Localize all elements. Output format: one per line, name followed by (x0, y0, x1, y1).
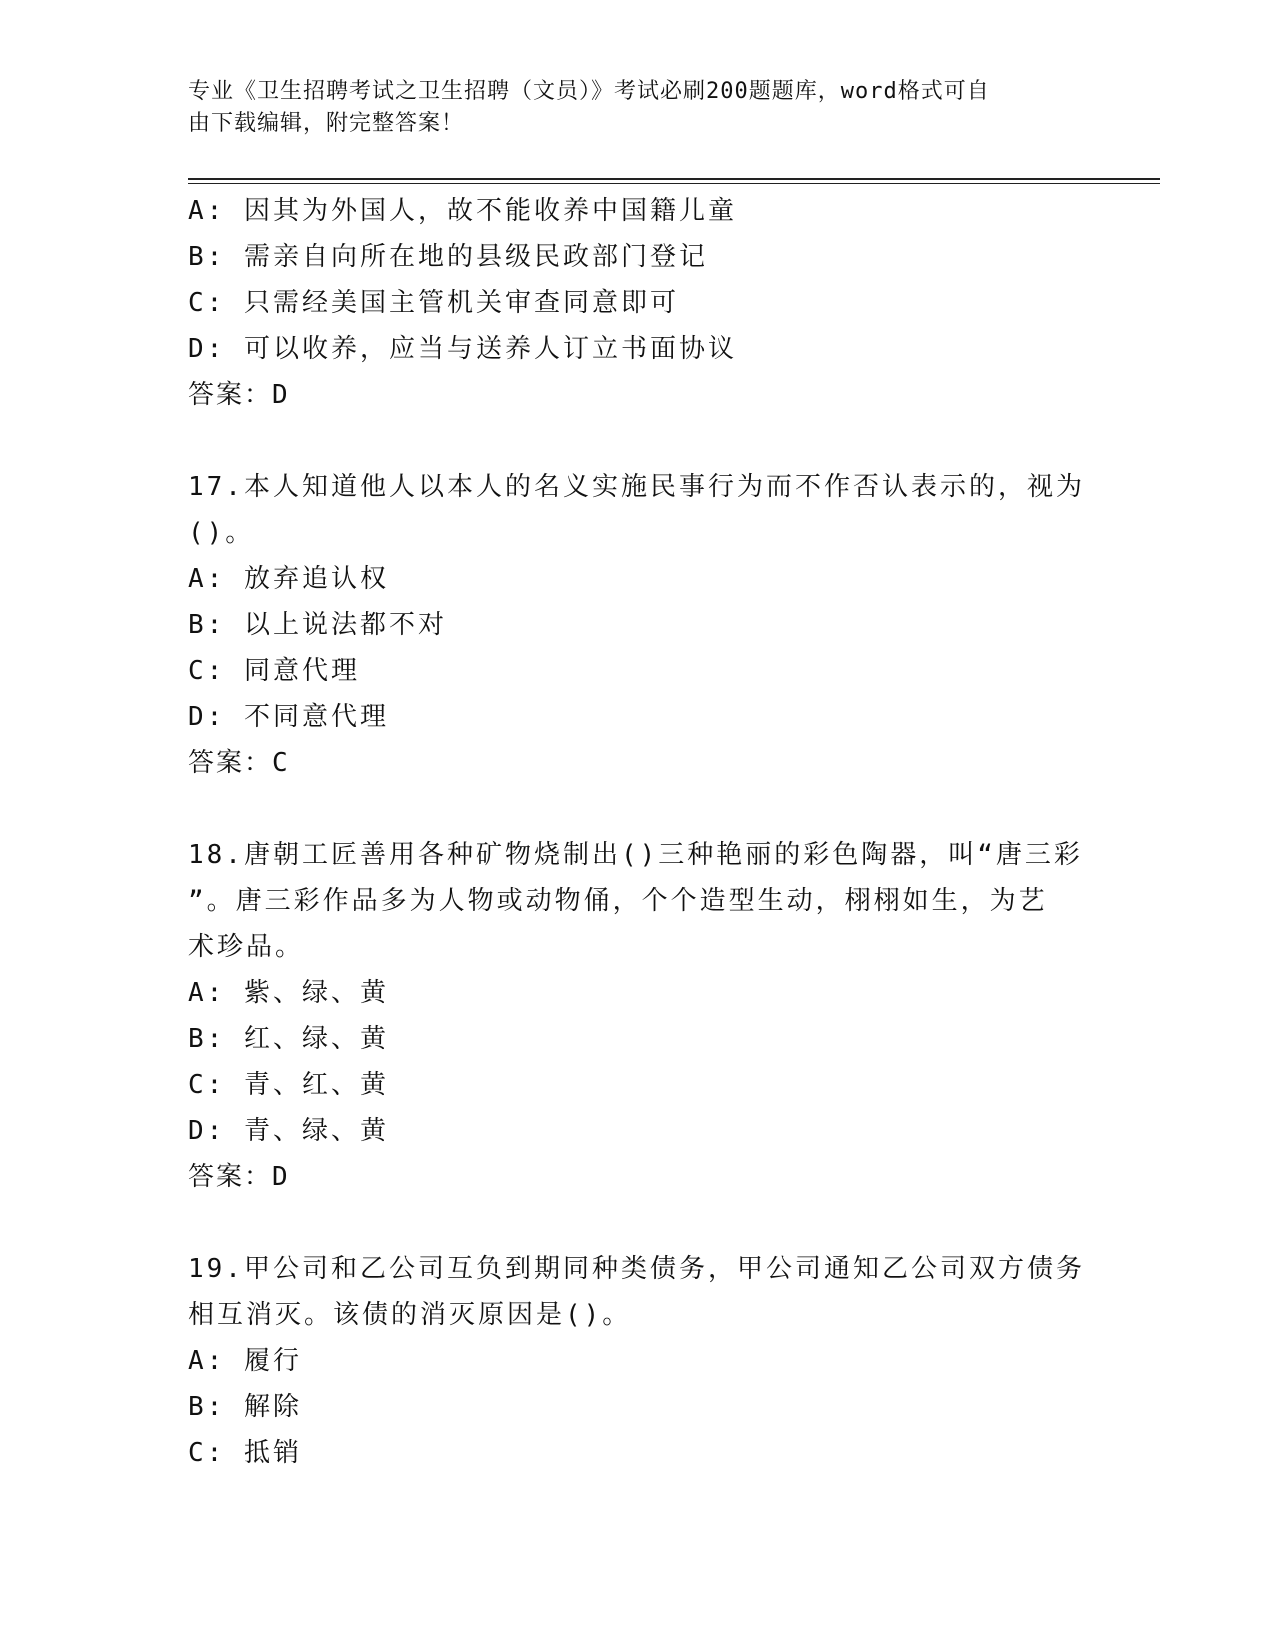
option-b: B: 需亲自向所在地的县级民政部门登记 (188, 242, 708, 272)
header-divider-thin (188, 183, 1160, 184)
option-c: C: 青、红、黄 (188, 1070, 389, 1100)
option-c: C: 只需经美国主管机关审查同意即可 (188, 288, 679, 318)
question-19 (188, 1246, 1088, 1476)
answer: 答案：C (188, 748, 290, 778)
option-c: C: 抵销 (188, 1438, 302, 1468)
question-stem-continued: 术珍品。 (188, 932, 305, 962)
spacer (188, 786, 1088, 832)
option-c: C: 同意代理 (188, 656, 360, 686)
answer: 答案：D (188, 380, 290, 410)
question-stem-continued: ”。唐三彩作品多为人物或动物俑，个个造型生动，栩栩如生，为艺 (188, 886, 1048, 916)
header-line-1: 专业《卫生招聘考试之卫生招聘（文员）》考试必刷200题题库，word格式可自 (188, 79, 990, 104)
question-stem: 17.本人知道他人以本人的名义实施民事行为而不作否认表示的，视为 (188, 472, 1085, 502)
option-a: A: 放弃追认权 (188, 564, 389, 594)
option-b: B: 解除 (188, 1392, 302, 1422)
option-b: B: 以上说法都不对 (188, 610, 447, 640)
spacer (188, 1200, 1088, 1246)
option-d: D: 青、绿、黄 (188, 1116, 389, 1146)
option-b: B: 红、绿、黄 (188, 1024, 389, 1054)
option-a: A: 履行 (188, 1346, 302, 1376)
document-header (188, 76, 1088, 140)
question-18 (188, 832, 1088, 1200)
option-a: A: 因其为外国人，故不能收养中国籍儿童 (188, 196, 737, 226)
question-stem: 19.甲公司和乙公司互负到期同种类债务，甲公司通知乙公司双方债务 (188, 1254, 1085, 1284)
option-a: A: 紫、绿、黄 (188, 978, 389, 1008)
spacer (188, 418, 1088, 464)
answer: 答案：D (188, 1162, 290, 1192)
header-line-2: 由下载编辑，附完整答案！ (188, 111, 465, 136)
header-divider-thick (188, 178, 1160, 180)
question-stem: 18.唐朝工匠善用各种矿物烧制出()三种艳丽的彩色陶器，叫“唐三彩 (188, 840, 1083, 870)
question-stem-continued: 相互消灭。该债的消灭原因是()。 (188, 1300, 632, 1330)
question-16 (188, 188, 1088, 418)
question-17 (188, 464, 1088, 786)
question-stem-continued: ()。 (188, 518, 255, 548)
option-d: D: 不同意代理 (188, 702, 389, 732)
question-list (188, 188, 1088, 1476)
option-d: D: 可以收养，应当与送养人订立书面协议 (188, 334, 737, 364)
